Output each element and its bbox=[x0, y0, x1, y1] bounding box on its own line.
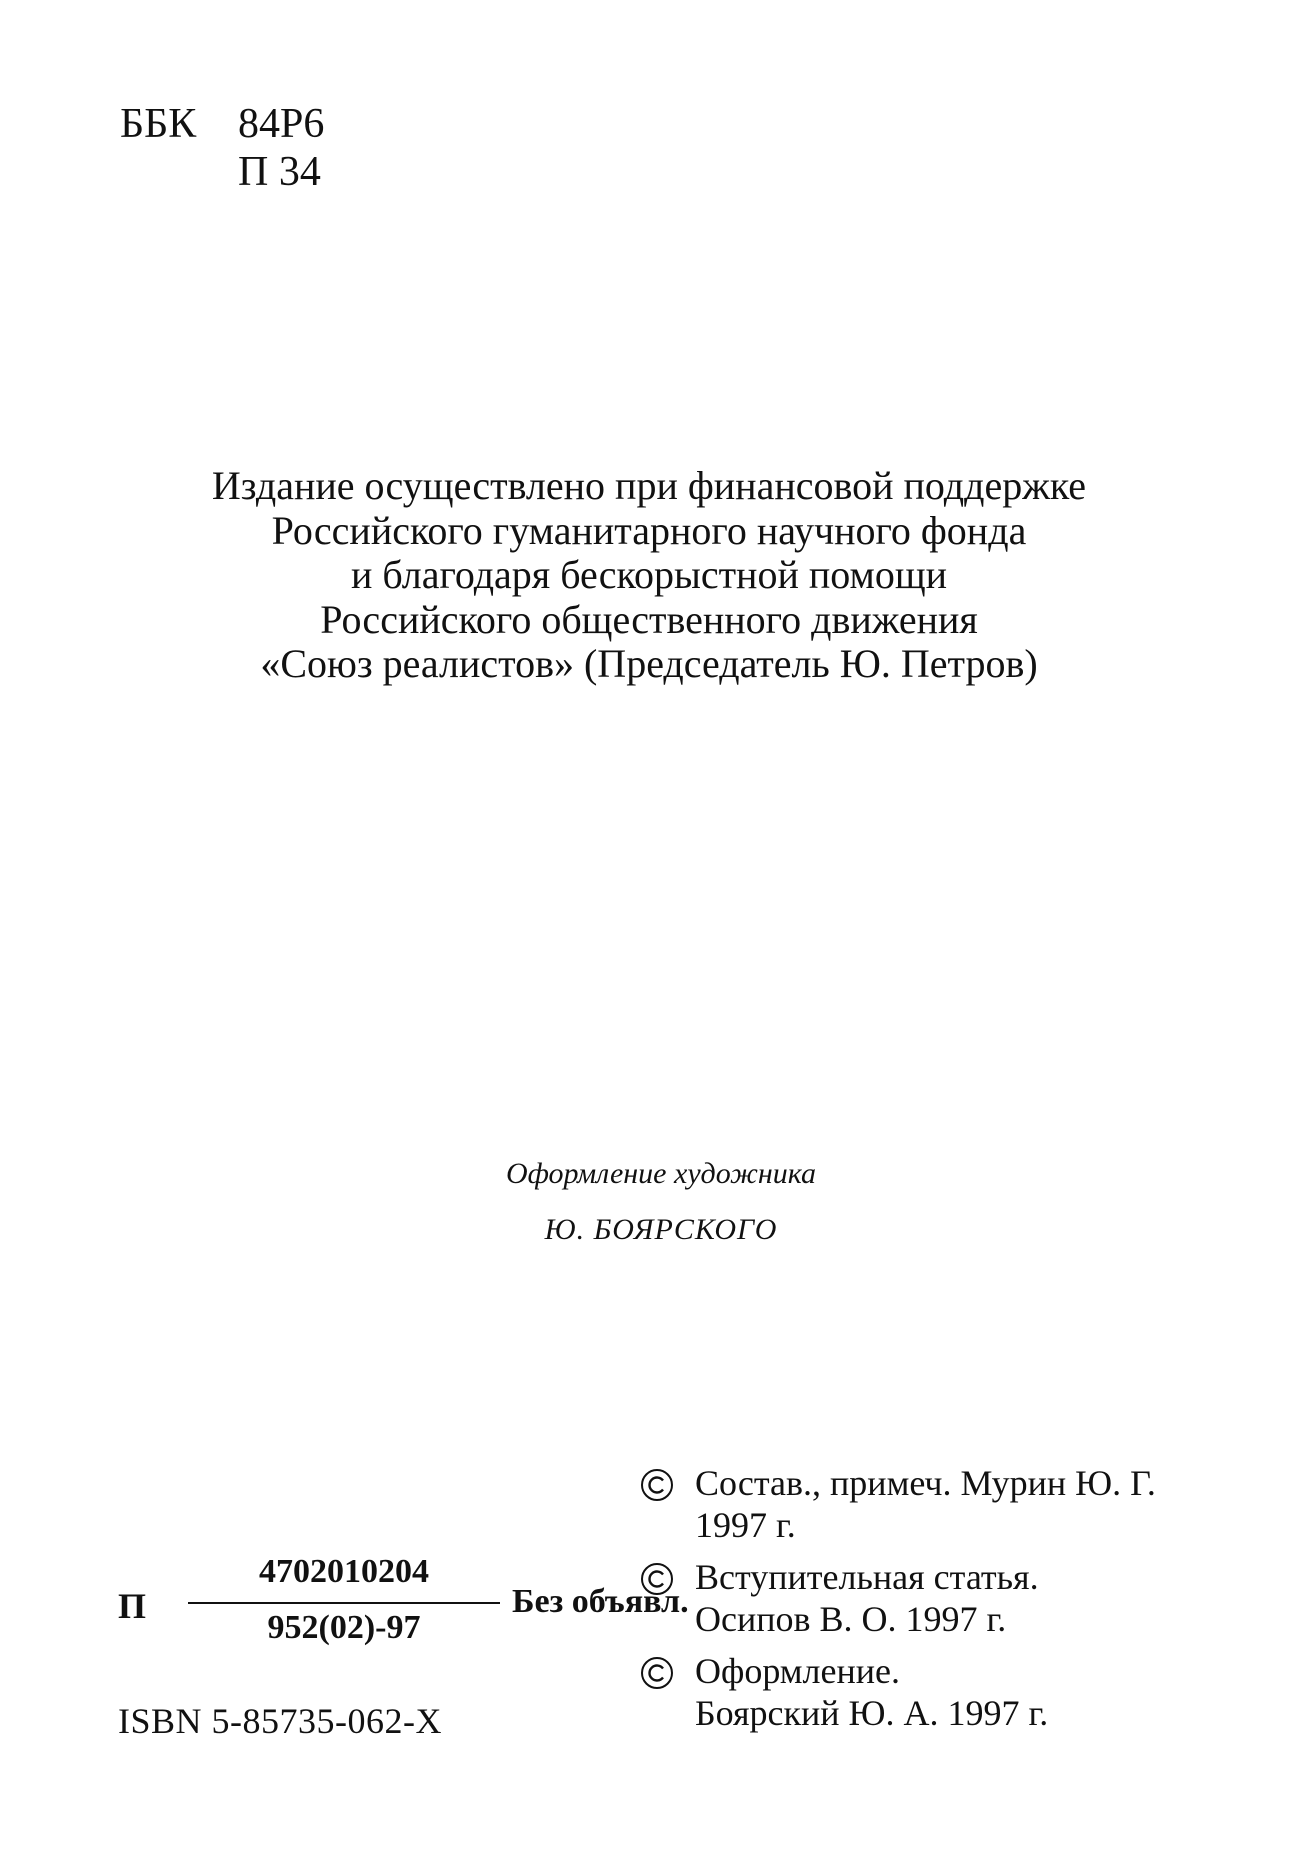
copyright-icon bbox=[640, 1468, 674, 1502]
copyright-line-2: 1997 г. bbox=[695, 1505, 796, 1545]
copyright-entry bbox=[640, 1462, 1260, 1546]
author-mark-row bbox=[120, 148, 324, 196]
support-statement bbox=[0, 464, 1298, 687]
support-line-5: «Союз реалистов» (Председатель Ю. Петров) bbox=[260, 641, 1038, 686]
designer-name: Ю. БОЯРСКОГО bbox=[544, 1213, 778, 1246]
support-line-2: Российского гуманитарного научного фонда bbox=[271, 507, 1027, 553]
copyright-line-2: Боярский Ю. А. 1997 г. bbox=[695, 1693, 1049, 1733]
publisher-code-block bbox=[118, 1553, 689, 1663]
copyright-line-1: Оформление. bbox=[695, 1651, 901, 1691]
classification-block bbox=[120, 100, 324, 196]
fraction-bar bbox=[188, 1602, 500, 1604]
support-line-4: Российского общественного движения bbox=[320, 596, 978, 642]
copyright-entry bbox=[640, 1650, 1260, 1734]
bbk-label: ББК bbox=[120, 101, 197, 147]
publisher-code-letter: П bbox=[118, 1586, 147, 1626]
bbk-code: 84Р6 bbox=[238, 101, 325, 147]
publisher-code-denominator: 952(02)-97 bbox=[267, 1609, 421, 1646]
copyright-line-1: Состав., примеч. Мурин Ю. Г. bbox=[695, 1463, 1156, 1503]
copyright-line-1: Вступительная статья. bbox=[695, 1557, 1039, 1597]
copyright-entry bbox=[640, 1556, 1260, 1640]
designer-credit bbox=[0, 1157, 1298, 1247]
designer-credit-title: Оформление художника bbox=[505, 1157, 817, 1190]
support-line-3: и благодаря бескорыстной помощи bbox=[350, 552, 948, 597]
bbk-row bbox=[120, 100, 324, 148]
copyright-notices bbox=[640, 1462, 1260, 1744]
author-mark: П 34 bbox=[238, 149, 321, 195]
publisher-code-numerator: 4702010204 bbox=[259, 1553, 429, 1590]
support-line-1: Издание осуществлено при финансовой поддержке bbox=[211, 463, 1087, 508]
copyright-icon bbox=[640, 1656, 674, 1690]
copyright-icon bbox=[640, 1562, 674, 1596]
no-announcement-note: Без объявл. bbox=[512, 1583, 689, 1620]
copyright-line-2: Осипов В. О. 1997 г. bbox=[695, 1599, 1007, 1639]
isbn: ISBN 5-85735-062-X bbox=[118, 1701, 442, 1741]
